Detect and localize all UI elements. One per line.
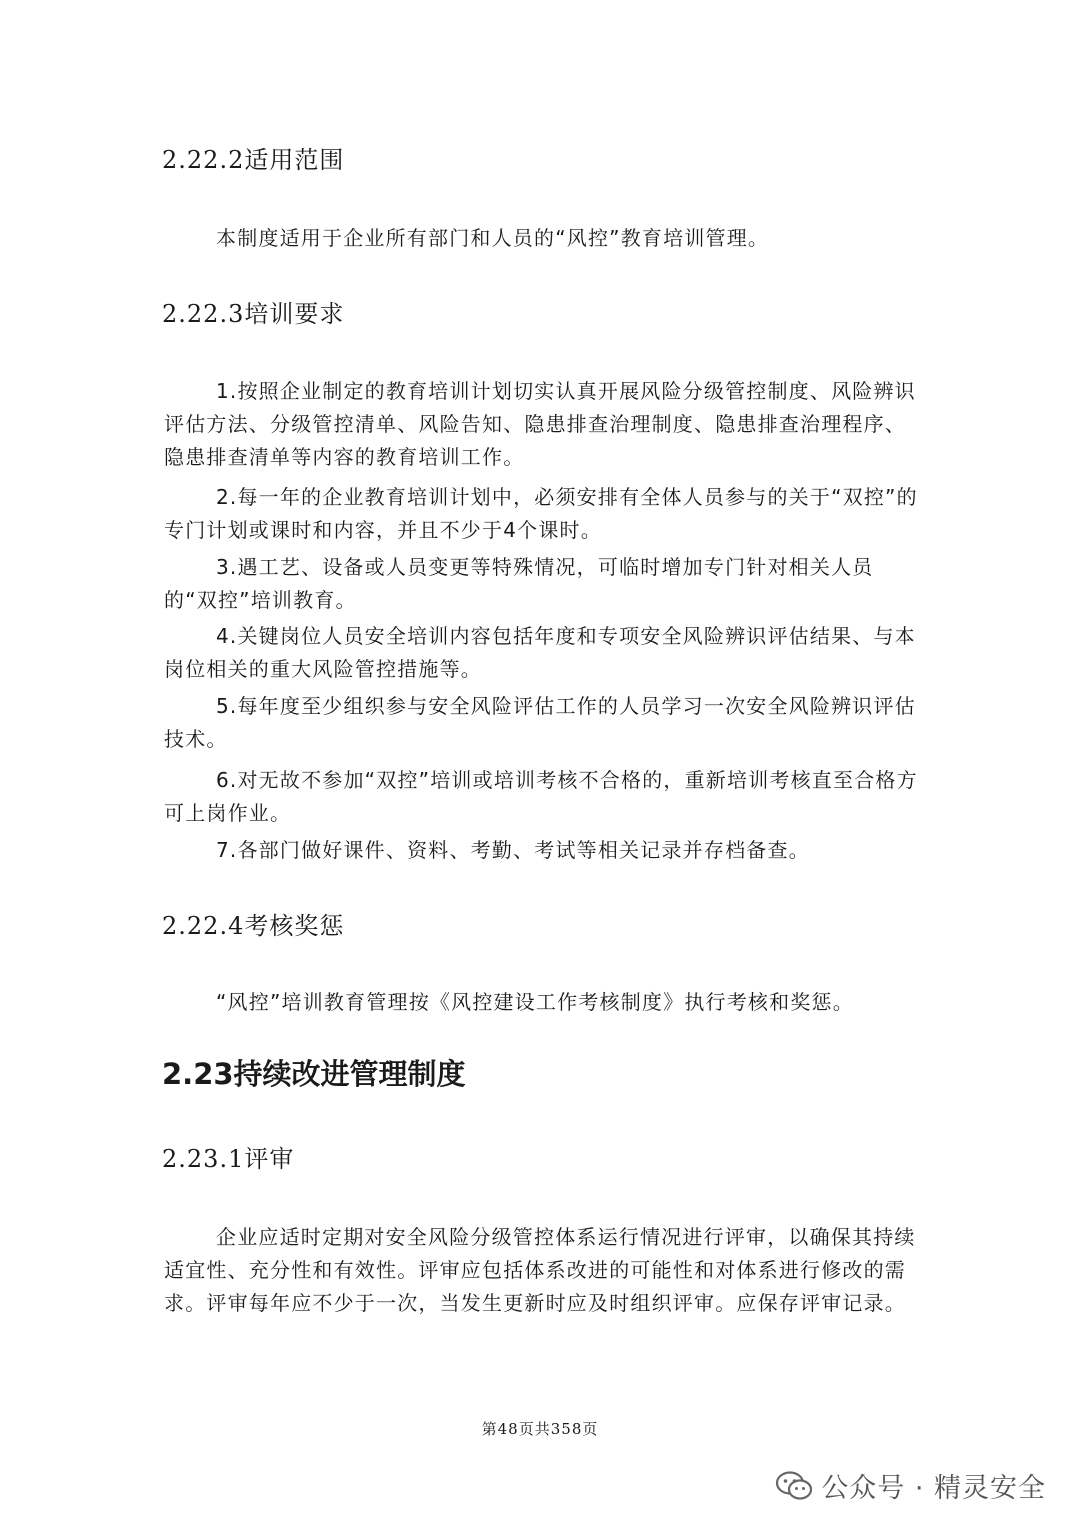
- page-footer: 第48页共358页: [481, 1420, 599, 1438]
- training-item-6: 6.对无故不参加“双控”培训或培训考核不合格的，重新培训考核直至合格方可上岗作业。: [164, 768, 918, 825]
- assessment-paragraph: “风控”培训教育管理按《风控建设工作考核制度》执行考核和奖惩。: [216, 990, 854, 1014]
- scope-paragraph: 本制度适用于企业所有部门和人员的“风控”教育培训管理。: [216, 226, 770, 250]
- watermark-text: 公众号 · 精灵安全: [821, 1473, 1046, 1504]
- heading-2-22-4: 2.22.4考核奖惩: [162, 912, 345, 940]
- heading-2-23: 2.23持续改进管理制度: [162, 1057, 466, 1091]
- wechat-icon: [775, 1470, 813, 1502]
- training-item-5: 5.每年度至少组织参与安全风险评估工作的人员学习一次安全风险辨识评估技术。: [164, 694, 916, 751]
- heading-2-22-3: 2.22.3培训要求: [162, 300, 345, 328]
- training-item-1: 1.按照企业制定的教育培训计划切实认真开展风险分级管控制度、风险辨识评估方法、分级管控清单、风险告知、隐患排查治理制度、隐患排查治理程序、隐患排查清单等内容的教育培训工作。: [164, 379, 916, 469]
- training-item-3: 3.遇工艺、设备或人员变更等特殊情况，可临时增加专门针对相关人员的“双控”培训教育。: [164, 555, 874, 612]
- heading-2-22-2: 2.22.2适用范围: [162, 146, 345, 174]
- training-item-4: 4.关键岗位人员安全培训内容包括年度和专项安全风险辨识评估结果、与本岗位相关的重大风险管控措施等。: [164, 624, 916, 681]
- training-item-7: 7.各部门做好课件、资料、考勤、考试等相关记录并存档备查。: [216, 838, 810, 862]
- review-paragraph: 企业应适时定期对安全风险分级管控体系运行情况进行评审，以确保其持续适宜性、充分性和有效性。评审应包括体系改进的可能性和对体系进行修改的需求。评审每年应不少于一次，当发生更新时应及时组织评审。应保存评审记录。: [164, 1225, 916, 1315]
- heading-2-23-1: 2.23.1评审: [162, 1145, 295, 1173]
- watermark: [775, 1466, 1046, 1505]
- training-item-2: 2.每一年的企业教育培训计划中，必须安排有全体人员参与的关于“双控”的专门计划或课时和内容，并且不少于4个课时。: [164, 485, 918, 542]
